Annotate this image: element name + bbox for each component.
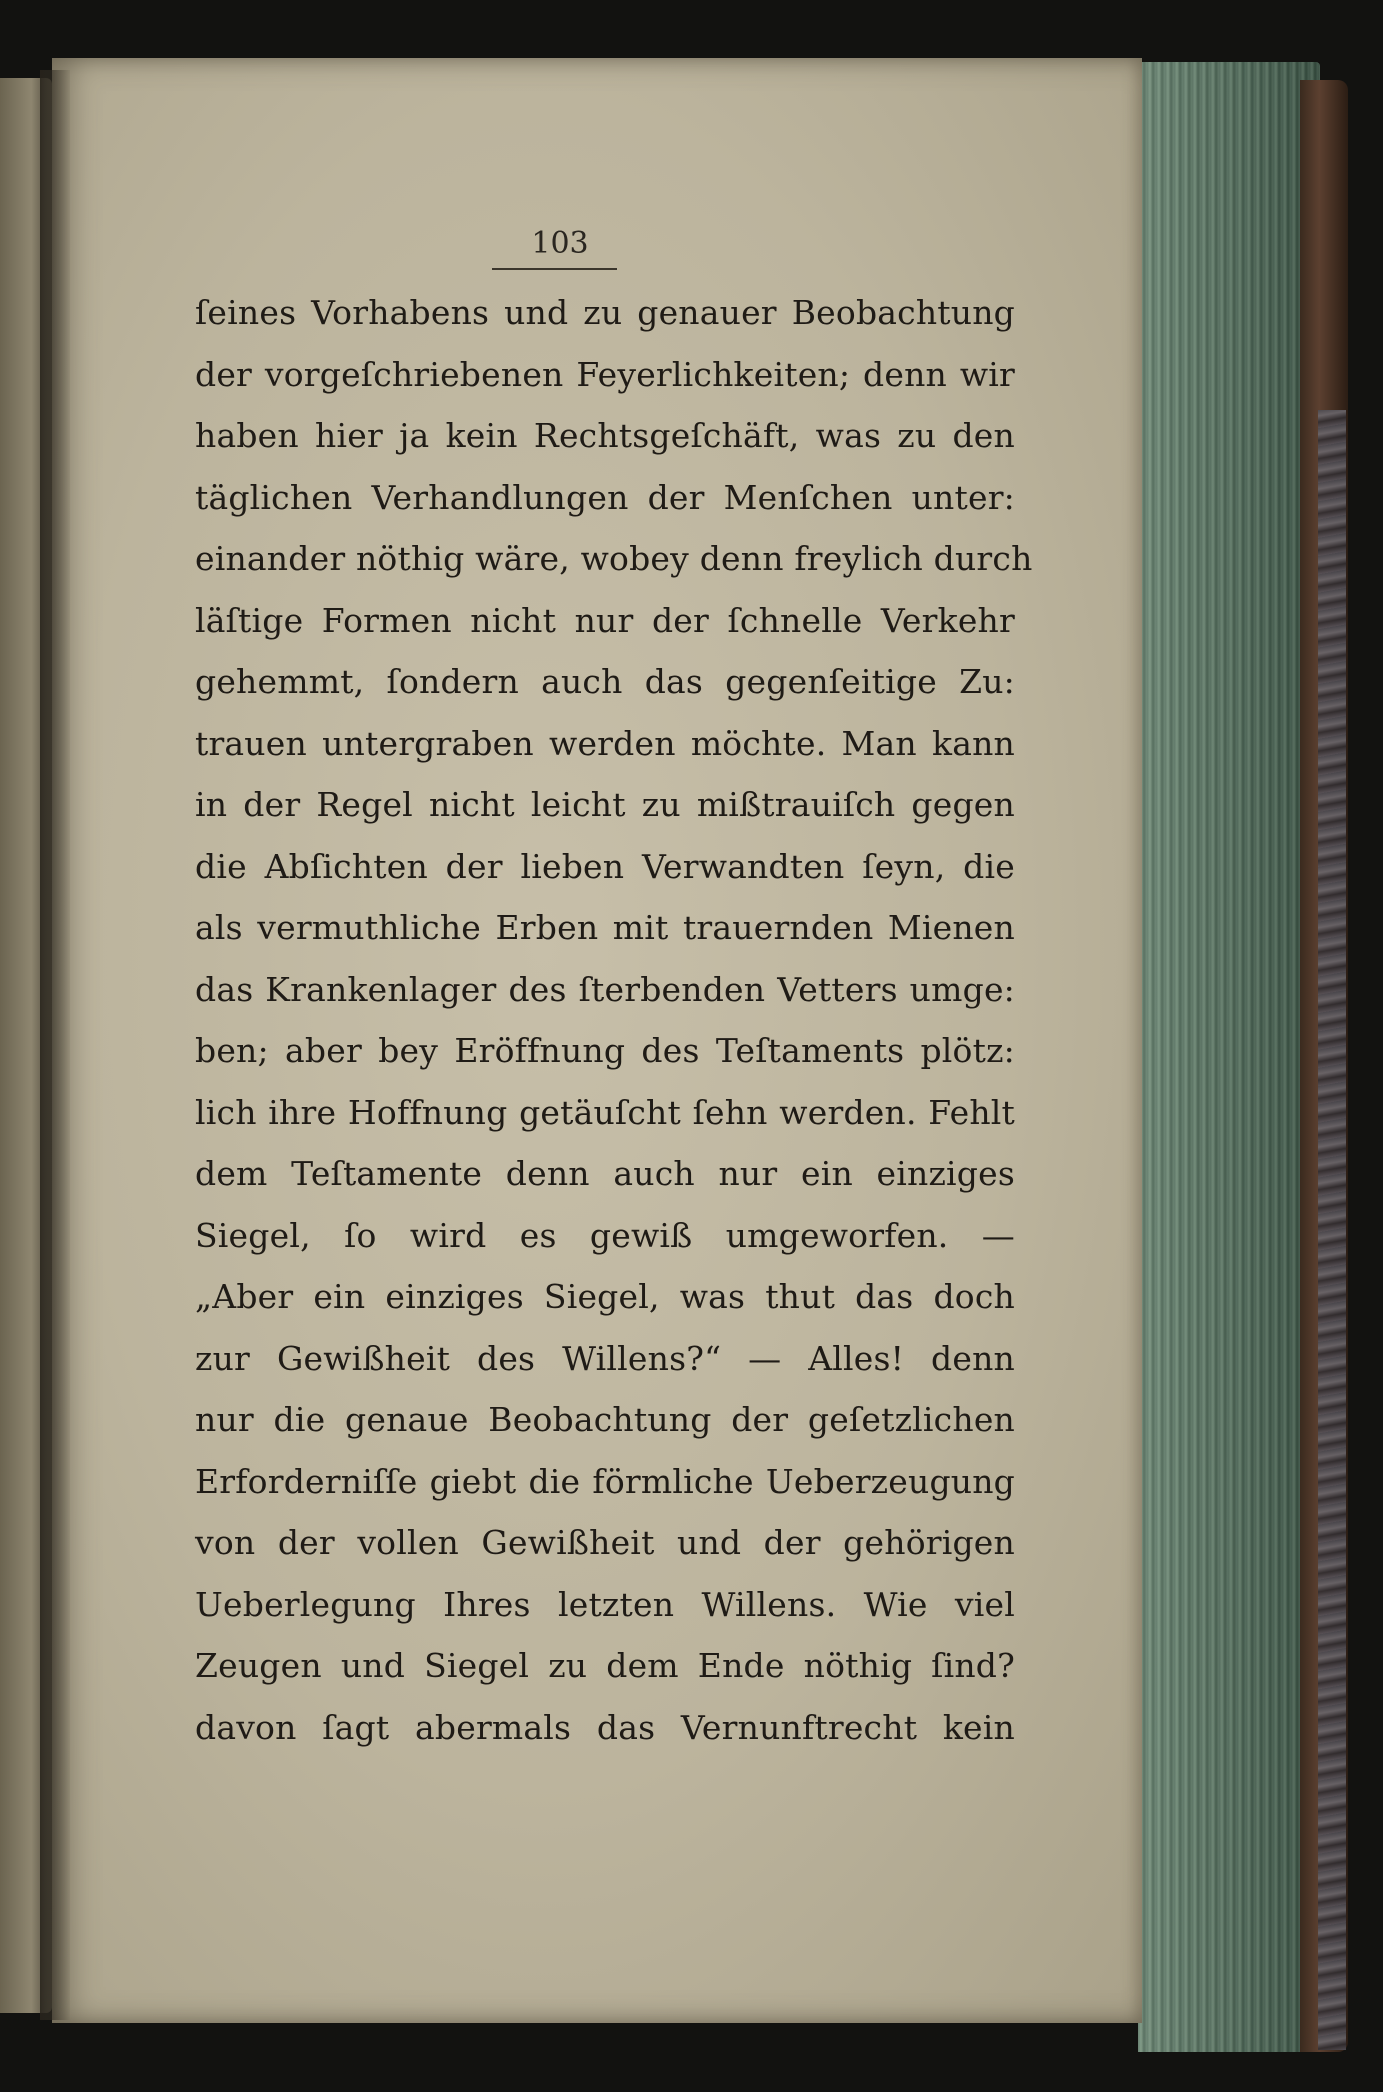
page-block-fore-edge xyxy=(1138,62,1320,2052)
page-number: 103 xyxy=(531,226,589,261)
text-line: nur die genaue Beobachtung der geſetzlichen xyxy=(195,1400,1015,1439)
text-line: lich ihre Hoffnung getäuſcht ſehn werden. Fehlt xyxy=(195,1092,1015,1132)
text-line: als vermuthliche Erben mit trauernden Mienen xyxy=(195,908,1015,947)
text-line: ſeines Vorhabens und zu genauer Beobachtung xyxy=(195,293,1015,332)
text-line: von der vollen Gewißheit und der gehörigen xyxy=(195,1523,1015,1562)
text-line: Ueberlegung Ihres letzten Willens. Wie viel xyxy=(195,1584,1015,1624)
text-line: trauen untergraben werden möchte. Man kann xyxy=(195,723,1015,763)
text-line: der vorgeſchriebenen Feyerlichkeiten; denn wir xyxy=(195,354,1015,394)
text-line: zur Gewißheit des Willens?“ — Alles! denn xyxy=(195,1338,1015,1378)
text-line: gehemmt, ſondern auch das gegenſeitige Zu: xyxy=(195,662,1015,701)
text-line: davon ſagt abermals das Vernunftrecht kein xyxy=(195,1707,1015,1747)
text-line: dem Teſtamente denn auch nur ein einziges xyxy=(195,1154,1015,1193)
body-text xyxy=(195,282,1033,1758)
text-line: einander nöthig wäre, wobey denn freylich durch xyxy=(195,539,1033,578)
marbled-cover-edge xyxy=(1318,410,1346,2050)
text-line: läſtige Formen nicht nur der ſchnelle Verkehr xyxy=(195,600,1015,640)
text-line: Siegel, ſo wird es gewiß umgeworfen. — xyxy=(195,1215,1015,1255)
text-line: haben hier ja kein Rechtsgeſchäft, was zu den xyxy=(195,416,1015,455)
text-line: Erforderniſſe giebt die förmliche Ueberzeugung xyxy=(195,1461,1015,1501)
gutter-shadow xyxy=(40,70,70,2020)
text-line: täglichen Verhandlungen der Menſchen unter: xyxy=(195,477,1015,517)
text-line: „Aber ein einziges Siegel, was thut das doch xyxy=(195,1277,1015,1316)
text-line: das Krankenlager des ſterbenden Vetters umge: xyxy=(195,969,1015,1009)
text-line: ben; aber bey Eröffnung des Teſtaments plötz: xyxy=(195,1031,1015,1070)
text-line: in der Regel nicht leicht zu mißtrauiſch gegen xyxy=(195,785,1015,824)
text-line: Zeugen und Siegel zu dem Ende nöthig ſind? xyxy=(195,1646,1015,1685)
text-line: die Abſichten der lieben Verwandten ſeyn, die xyxy=(195,846,1015,886)
header-rule xyxy=(492,268,617,270)
